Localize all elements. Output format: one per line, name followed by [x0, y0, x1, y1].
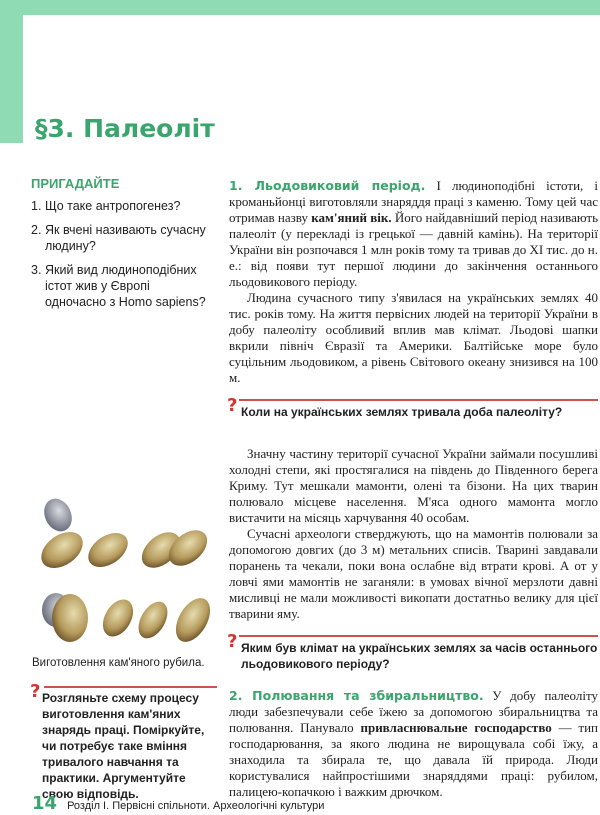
- figure-caption: Виготовлення кам'яного рубила.: [32, 657, 205, 669]
- chapter-title: Розділ І. Первісні спільноти. Археологічні культури: [67, 800, 325, 812]
- paragraph: Людина сучасного типу з'явилася на українських землях 40 тис. років тому. На життя первісних людей на території України в добу палеоліту особливий вплив мав клімат. Льодові шапки вкрили північ Євразії та Америки. Балтійське море було суцільним льодовиком, а рівень Світового океану знизився на 100 м.: [229, 290, 598, 385]
- item-text: Як вчені називають сучасну людину?: [45, 223, 206, 253]
- question-mark-icon: ?: [227, 631, 238, 652]
- page-number: 14: [32, 793, 58, 814]
- term: кам'яний вік.: [311, 210, 392, 225]
- task-box: [30, 681, 217, 802]
- item-number: 2.: [31, 223, 42, 237]
- item-text: Який вид людиноподібних істот жив у Європі одночасно з Homo sapiens?: [45, 263, 206, 309]
- recall-item: [31, 222, 211, 254]
- question-mark-icon: ?: [30, 681, 41, 702]
- page-footer: [32, 793, 324, 814]
- item-number: 1.: [31, 199, 42, 213]
- paragraph: [229, 178, 598, 290]
- hand-axe-illustration: [28, 490, 218, 650]
- question-box: [227, 395, 598, 420]
- recall-item: [31, 262, 211, 310]
- question-text: Коли на українських землях тривала доба палеоліту?: [241, 405, 563, 419]
- header-band: [0, 0, 600, 15]
- recall-list: [31, 198, 211, 310]
- divider: [44, 686, 217, 688]
- paragraph: [229, 688, 598, 800]
- question-text: Яким був клімат на українських землях за часів останнього льодовикового періоду?: [241, 641, 598, 671]
- section-heading: 1. Льодовиковий період.: [229, 178, 426, 193]
- text: І людиноподібні істоти, і кроманьйонці виготовляли знаряддя праці з каменю. Тому цей час отримав назву: [229, 178, 599, 225]
- paragraph: Значну частину території сучасної України займали посушливі холодні степи, які простягалися на південь до Південного берега Криму. Тут мешкали мамонти, олені та бізони. На цих тварин полювало місцеве населення. М'яса одного мамонта могло вистачити на місяць харчування 40 особам.: [229, 446, 598, 525]
- divider: [239, 399, 598, 401]
- main-text: [229, 178, 598, 800]
- item-number: 3.: [31, 263, 42, 277]
- section-heading: 2. Полювання та збиральництво.: [229, 688, 484, 703]
- question-box: [227, 631, 598, 672]
- recall-item: [31, 198, 211, 214]
- question-mark-icon: ?: [227, 395, 238, 416]
- term: привласнювальне господарство: [360, 720, 552, 735]
- paragraph: Сучасні археологи стверджують, що на мамонтів полювали за допомогою довгих (до 3 м) метальних списів. Тварині завдавали поранень та чекали, поки вона ослабне від втрати крові. А от у ловчі ями мамонтів не заганяли: в умовах вічної мерзлоти давні мисливці не мали можливості викопати достатньо велику для цієї тварини яму.: [229, 526, 598, 621]
- recall-heading: ПРИГАДАЙТЕ: [31, 176, 120, 191]
- page-title: §3. Палеоліт: [35, 114, 215, 143]
- item-text: Що таке антропогенез?: [45, 199, 181, 213]
- divider: [239, 635, 598, 637]
- side-band: [0, 0, 23, 143]
- text: — тип господарювання, за якого людина не вирощувала собі їжу, а знаходила та збирала те, що давала їй природа. Люди користувалися найпростішими знаряддями праці: рубилом, палицею-копачкою і важким дрючком.: [229, 720, 599, 799]
- recall-box: [31, 176, 211, 318]
- text: Його найдавніший період називають палеоліт (у перекладі із грецької — давній камінь). На території України він розпочався 1 млн років тому та тривав до XI тис. до н. е.: від появи тут першої людини до закінчення останнього льодовикового періоду.: [229, 210, 599, 289]
- task-text: Розгляньте схему процесу виготовлення кам'яних знарядь праці. Поміркуйте, чи потребує таке вміння тривалого навчання та практики. Аргументуйте свою відповідь.: [42, 691, 205, 801]
- text: У добу палеоліту люди забезпечували себе їжею за допомогою збиральництва та полювання. Панувало: [229, 688, 598, 735]
